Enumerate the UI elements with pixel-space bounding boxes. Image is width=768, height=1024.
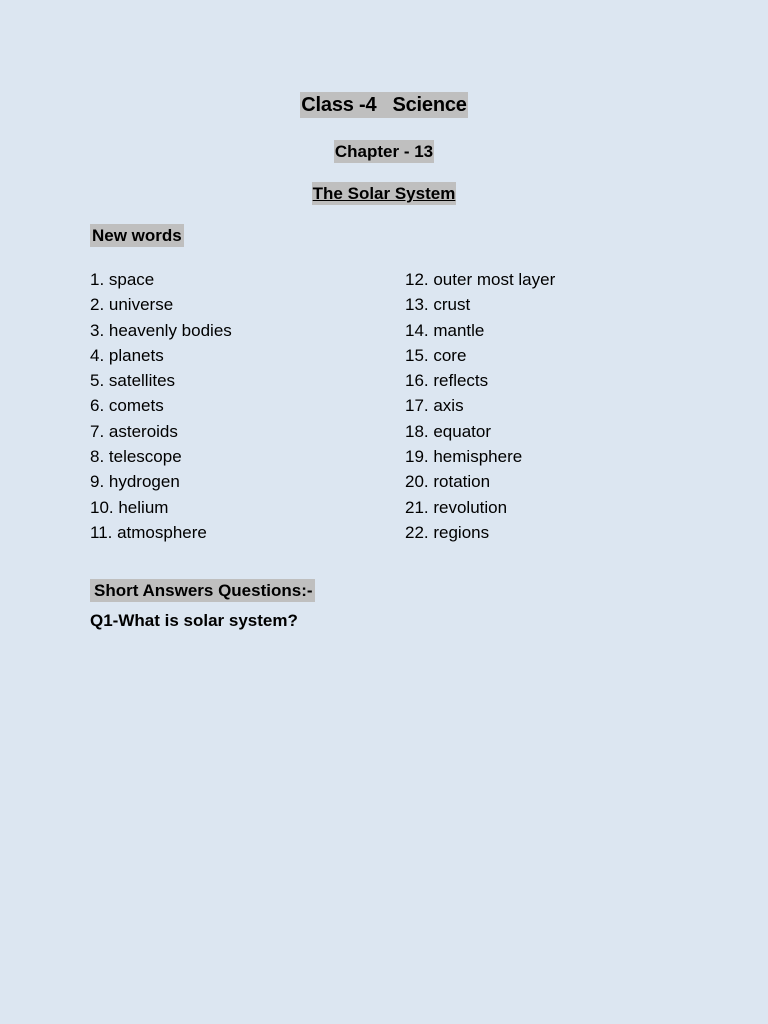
list-item: 13. crust <box>405 295 471 315</box>
list-item: 19. hemisphere <box>405 447 523 467</box>
list-item: 7. asteroids <box>90 421 178 441</box>
list-item: 5. satellites <box>90 371 176 391</box>
list-item: 10. helium <box>90 497 169 517</box>
list-item: 2. universe <box>90 295 174 315</box>
list-item: 15. core <box>405 345 467 365</box>
list-item: 11. atmosphere <box>90 522 207 542</box>
topic-title <box>0 184 768 204</box>
class-title-text: Class -4 Science <box>301 94 467 116</box>
list-item: 9. hydrogen <box>90 472 180 492</box>
list-item: 17. axis <box>405 396 464 416</box>
list-item: 22. regions <box>405 522 490 542</box>
new-words-list-left <box>90 267 232 545</box>
chapter-title <box>0 142 768 162</box>
list-item: 21. revolution <box>405 497 508 517</box>
list-item: 1. space <box>90 270 155 289</box>
new-words-list-right <box>405 267 555 545</box>
list-item: 16. reflects <box>405 371 489 391</box>
class-title <box>0 94 768 117</box>
short-answers-heading-text: Short Answers Questions:- <box>90 579 315 602</box>
list-item: 8. telescope <box>90 447 182 467</box>
topic-title-text: The Solar System <box>312 184 456 203</box>
new-words-heading-text: New words <box>92 226 182 245</box>
list-item: 14. mantle <box>405 320 485 340</box>
chapter-title-text: Chapter - 13 <box>334 142 434 161</box>
list-item: 6. comets <box>90 396 164 416</box>
list-item: 3. heavenly bodies <box>90 320 232 340</box>
question-1: Q1-What is solar system? <box>90 611 298 630</box>
short-answers-heading <box>90 581 315 601</box>
list-item: 20. rotation <box>405 472 491 492</box>
new-words-heading <box>90 226 184 246</box>
list-item: 18. equator <box>405 421 492 441</box>
list-item: 4. planets <box>90 345 164 365</box>
list-item: 12. outer most layer <box>405 270 556 289</box>
